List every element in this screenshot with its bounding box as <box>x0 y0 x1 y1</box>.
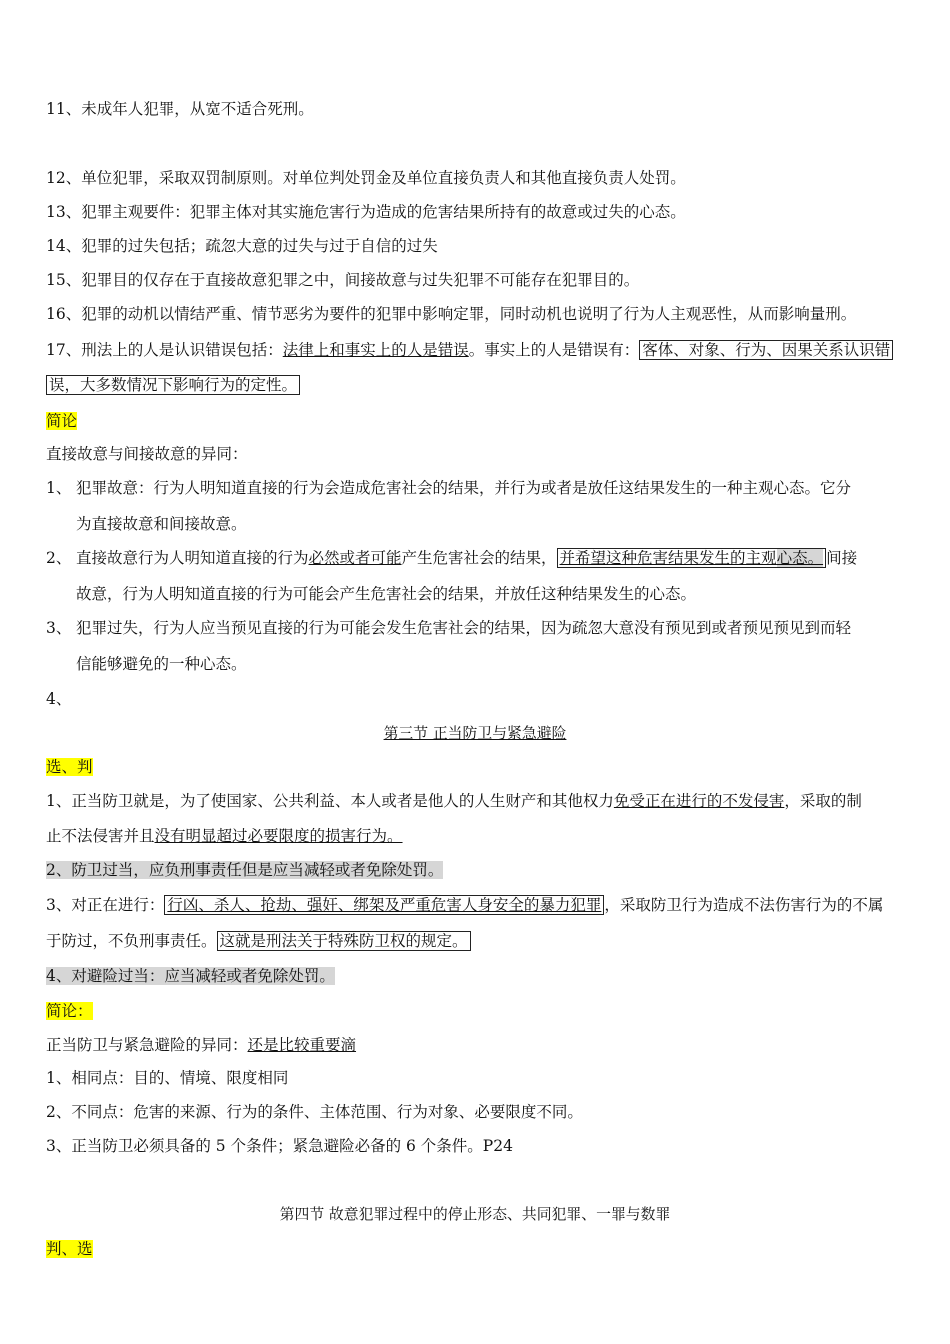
item-17-text-a: 17、刑法上的人是认识错误包括： <box>46 341 283 359</box>
point-3-number: 3、 <box>46 619 72 637</box>
point-2-boxed-text: 并希望这种危害结果发生的主观 <box>559 549 777 567</box>
defense-line-2-a: 止不法侵害并且 <box>46 827 155 845</box>
defense-line-4-b: ，采取防卫行为造成不法伤害行为的不属 <box>604 896 884 914</box>
compare-point-1: 1、相同点：目的、情境、限度相同 <box>46 1069 289 1087</box>
point-3-line2: 信能够避免的一种心态。 <box>76 655 247 673</box>
point-2-underline: 必然或者可能 <box>308 549 402 567</box>
defense-line-5 <box>46 930 471 952</box>
point-3-line1: 犯罪过失，行为人应当预见直接的行为可能会发生危害社会的结果，因为疏忽大意没有预见到或者预见预见到而轻 <box>76 619 852 637</box>
compare-point-2: 2、不同点：危害的来源、行为的条件、主体范围、行为对象、必要限度不同。 <box>46 1103 583 1121</box>
section-3-tag-2 <box>46 1000 93 1022</box>
compare-line-underline: 还是比较重要滴 <box>247 1036 357 1054</box>
jianlun-tag: 简论 <box>46 412 78 430</box>
defense-line-5-boxed: 这就是刑法关于特殊防卫权的规定。 <box>217 931 471 951</box>
defense-line-6-gray: 4、对避险过当：应当减轻或者免除处罚。 <box>46 967 335 985</box>
defense-line-1-underline: 免受正在进行的不发侵害 <box>613 792 785 810</box>
item-14: 14、犯罪的过失包括；疏忽大意的过失与过于自信的过失 <box>46 237 438 255</box>
item-17-line2 <box>46 374 300 396</box>
section-4-title: 第四节 故意犯罪过程中的停止形态、共同犯罪、一罪与数罪 <box>279 1205 671 1223</box>
defense-line-6 <box>46 965 335 987</box>
pan-xuan-tag: 判、选 <box>46 1240 93 1258</box>
point-2-line2: 故意，行为人明知道直接的行为可能会产生危害社会的结果，并放任这种结果发生的心态。 <box>76 585 697 603</box>
defense-line-1-b: ，采取的制 <box>784 792 862 810</box>
section-3-title <box>0 722 950 744</box>
defense-line-1 <box>46 790 862 812</box>
point-2-text-c: 间接 <box>826 549 858 567</box>
item-17-line1 <box>46 339 893 361</box>
item-17-boxed-2: 误，大多数情况下影响行为的定性。 <box>46 375 300 395</box>
defense-line-4-a: 3、对正在进行： <box>46 896 165 914</box>
defense-line-4 <box>46 894 883 916</box>
point-1-line2: 为直接故意和间接故意。 <box>76 515 247 533</box>
point-1-line1: 犯罪故意：行为人明知道直接的行为会造成危害社会的结果，并行为或者是放任这结果发生的一种主观心态。它分 <box>76 479 852 497</box>
item-17-text-b: 。事实上的人是错误有： <box>468 341 640 359</box>
defense-line-2-underline: 没有明显超过必要限度的损害行为。 <box>154 827 403 845</box>
section-heading-jianlun <box>46 410 77 432</box>
point-2-text-a: 直接故意行为人明知道直接的行为 <box>76 549 309 567</box>
xuan-pan-tag: 选、判 <box>46 758 93 776</box>
defense-line-3 <box>46 859 443 881</box>
point-1-number: 1、 <box>46 479 72 497</box>
item-12: 12、单位犯罪，采取双罚制原则。对单位判处罚金及单位直接负责人和其他直接负责人处罚。 <box>46 169 686 187</box>
point-2-number: 2、 <box>46 549 72 567</box>
point-2-line1 <box>76 547 857 569</box>
item-13: 13、犯罪主观要件：犯罪主体对其实施危害行为造成的危害结果所持有的故意或过失的心态。 <box>46 203 686 221</box>
point-2-boxed-gray: 心态。 <box>776 549 824 567</box>
defense-line-5-a: 于防过，不负刑事责任。 <box>46 932 217 950</box>
section-3-tag <box>46 756 93 778</box>
section-3-title-text: 第三节 正当防卫与紧急避险 <box>383 724 567 742</box>
item-16: 16、犯罪的动机以情结严重、情节恶劣为要件的犯罪中影响定罪，同时动机也说明了行为人主观恶性，从而影响量刑。 <box>46 305 857 323</box>
defense-line-4-boxed: 行凶、杀人、抢劫、强奸、绑架及严重危害人身安全的暴力犯罪 <box>164 895 604 915</box>
jianlun-tag-2: 简论： <box>46 1002 93 1020</box>
point-4-number: 4、 <box>46 690 72 708</box>
item-17-boxed-1: 客体、对象、行为、因果关系认识错 <box>639 340 893 360</box>
defense-line-3-gray: 2、防卫过当，应负刑事责任但是应当减轻或者免除处罚。 <box>46 861 444 879</box>
compare-line <box>46 1034 356 1056</box>
defense-line-1-a: 1、正当防卫就是，为了使国家、公共利益、本人或者是他人的人生财产和其他权力 <box>46 792 614 810</box>
item-11: 11、未成年人犯罪，从宽不适合死刑。 <box>46 100 314 118</box>
compare-intro: 直接故意与间接故意的异同： <box>46 445 248 463</box>
section-4-tag <box>46 1238 93 1260</box>
item-17-underline: 法律上和事实上的人是错误 <box>282 341 469 359</box>
point-2-text-b: 产生危害社会的结果， <box>401 549 557 567</box>
point-2-boxed <box>557 548 827 568</box>
compare-line-a: 正当防卫与紧急避险的异同： <box>46 1036 248 1054</box>
item-15: 15、犯罪目的仅存在于直接故意犯罪之中，间接故意与过失犯罪不可能存在犯罪目的。 <box>46 271 640 289</box>
compare-point-3: 3、正当防卫必须具备的 5 个条件；紧急避险必备的 6 个条件。P24 <box>46 1137 513 1155</box>
defense-line-2 <box>46 825 403 847</box>
